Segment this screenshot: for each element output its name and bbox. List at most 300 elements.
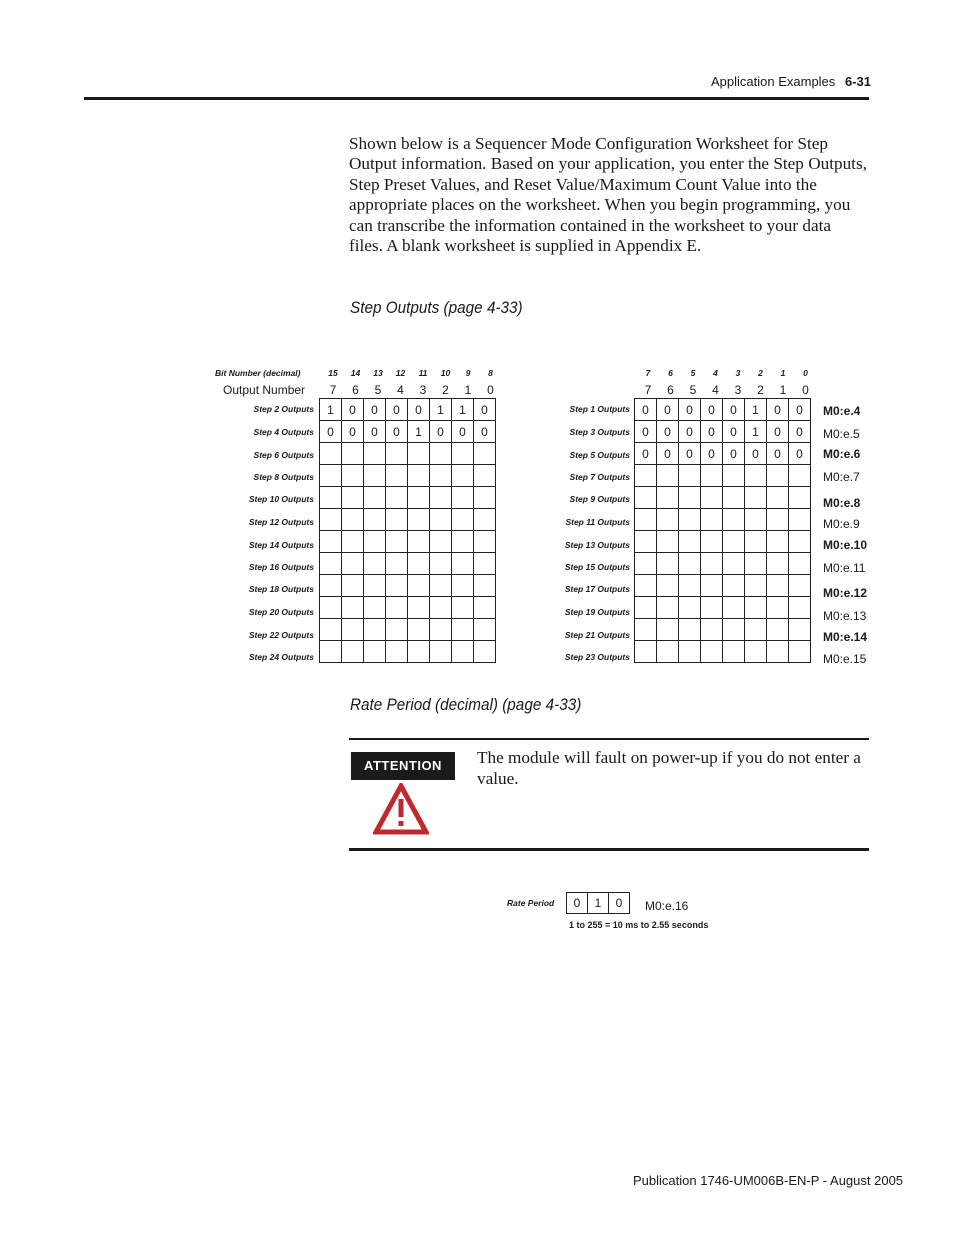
- bit-cell: [723, 553, 745, 575]
- bit-cell: [745, 597, 767, 619]
- right-row-labels: [520, 398, 630, 670]
- bit-cell: [701, 465, 723, 487]
- bit-cell: [657, 509, 679, 531]
- step-row-label: Step 7 Outputs: [569, 472, 630, 482]
- bit-cell: [320, 531, 342, 553]
- rate-digit-cell: 0: [609, 893, 630, 914]
- bit-cell: [679, 619, 701, 641]
- bit-cell: 0: [679, 399, 701, 421]
- bit-cell: [320, 553, 342, 575]
- step-row-label: Step 20 Outputs: [248, 607, 314, 617]
- bit-cell: [342, 509, 364, 531]
- bit-cell: [657, 641, 679, 663]
- bit-cell: [657, 597, 679, 619]
- bit-cell: [386, 619, 408, 641]
- bit-cell: [386, 531, 408, 553]
- bit-cell: [679, 641, 701, 663]
- bit-number: 1: [780, 368, 786, 378]
- bit-number: 11: [418, 368, 428, 378]
- bit-cell: [767, 619, 789, 641]
- bit-cell: [767, 641, 789, 663]
- bit-cell: [635, 531, 657, 553]
- bit-cell: [386, 597, 408, 619]
- bit-cell: [723, 531, 745, 553]
- bit-cell: [408, 487, 430, 509]
- step-row-label: Step 2 Outputs: [253, 404, 314, 414]
- output-number: 1: [464, 383, 472, 397]
- memory-address: M0:e.4: [823, 404, 861, 418]
- bit-number: 6: [668, 368, 673, 378]
- bit-cell: [408, 597, 430, 619]
- bit-cell: [789, 509, 811, 531]
- bit-cell: [408, 553, 430, 575]
- bit-cell: [320, 575, 342, 597]
- bit-cell: [679, 531, 701, 553]
- bit-cell: [701, 531, 723, 553]
- bit-cell: [364, 509, 386, 531]
- page-number: 6-31: [845, 74, 872, 89]
- bit-cell: 0: [657, 399, 679, 421]
- bit-cell: [701, 619, 723, 641]
- bit-cell: [430, 487, 452, 509]
- bit-cell: [474, 575, 496, 597]
- bit-cell: 0: [342, 399, 364, 421]
- bit-number: 8: [488, 368, 493, 378]
- rate-period-address: M0:e.16: [645, 899, 689, 913]
- bit-cell: [452, 553, 474, 575]
- worksheet-row: [320, 619, 496, 641]
- bit-cell: [474, 509, 496, 531]
- bit-cell: [657, 619, 679, 641]
- memory-address: M0:e.13: [823, 609, 867, 623]
- output-number: 2: [442, 383, 449, 397]
- bit-cell: [342, 443, 364, 465]
- bit-cell: 0: [657, 443, 679, 465]
- bit-cell: [635, 575, 657, 597]
- bit-cell: 0: [745, 443, 767, 465]
- step-row-label: Step 19 Outputs: [564, 607, 630, 617]
- bit-cell: [364, 531, 386, 553]
- bit-cell: [679, 465, 701, 487]
- bit-cell: [767, 509, 789, 531]
- bit-cell: [430, 531, 452, 553]
- bit-cell: [386, 641, 408, 663]
- bit-cell: [679, 597, 701, 619]
- bit-cell: [635, 509, 657, 531]
- bit-number: 10: [440, 368, 451, 378]
- bit-cell: 0: [635, 421, 657, 443]
- output-number: 2: [757, 383, 764, 397]
- step-row-label: Step 3 Outputs: [569, 427, 630, 437]
- right-output-numbers: [637, 383, 817, 397]
- bit-cell: [679, 509, 701, 531]
- bit-cell: [320, 443, 342, 465]
- worksheet-row: [635, 597, 811, 619]
- left-output-numbers: [322, 383, 502, 397]
- bit-number: 7: [645, 368, 651, 378]
- bit-cell: [701, 575, 723, 597]
- bit-number: 13: [373, 368, 383, 378]
- bit-cell: [635, 465, 657, 487]
- bit-cell: 0: [408, 399, 430, 421]
- bit-cell: [408, 465, 430, 487]
- bit-cell: [452, 575, 474, 597]
- bit-cell: 0: [767, 399, 789, 421]
- bit-cell: [452, 509, 474, 531]
- bit-cell: [430, 509, 452, 531]
- output-number: 4: [397, 383, 404, 397]
- bit-cell: [452, 465, 474, 487]
- bit-cell: 0: [635, 443, 657, 465]
- worksheet-row: [635, 487, 811, 509]
- bit-number: 12: [395, 368, 406, 378]
- bit-cell: [408, 443, 430, 465]
- bit-cell: [364, 597, 386, 619]
- bit-cell: [657, 553, 679, 575]
- worksheet-row: [320, 465, 496, 487]
- bit-cell: [452, 641, 474, 663]
- bit-cell: [408, 641, 430, 663]
- bit-cell: [723, 641, 745, 663]
- bit-cell: [342, 575, 364, 597]
- bit-cell: 0: [657, 421, 679, 443]
- output-number: 4: [712, 383, 719, 397]
- bit-cell: [364, 575, 386, 597]
- step-row-label: Step 6 Outputs: [253, 450, 314, 460]
- step-row-label: Step 8 Outputs: [253, 472, 314, 482]
- bit-cell: [789, 575, 811, 597]
- step-row-label: Step 1 Outputs: [569, 404, 630, 414]
- bit-cell: [364, 487, 386, 509]
- bit-cell: [701, 509, 723, 531]
- bit-cell: [745, 487, 767, 509]
- worksheet-row: [320, 421, 496, 443]
- bit-cell: [679, 575, 701, 597]
- bit-cell: [320, 641, 342, 663]
- bit-cell: 1: [408, 421, 430, 443]
- bit-cell: 0: [679, 443, 701, 465]
- worksheet-row: [320, 509, 496, 531]
- bit-cell: [657, 465, 679, 487]
- bit-cell: [342, 597, 364, 619]
- bit-cell: [386, 443, 408, 465]
- bit-cell: 1: [430, 399, 452, 421]
- bit-cell: [430, 575, 452, 597]
- right-addresses: [823, 398, 883, 670]
- bit-cell: 0: [789, 399, 811, 421]
- bit-cell: [364, 443, 386, 465]
- output-number: 0: [487, 383, 494, 397]
- step-row-label: Step 17 Outputs: [564, 584, 630, 594]
- bit-cell: [386, 509, 408, 531]
- bit-cell: [474, 619, 496, 641]
- bit-cell: [430, 443, 452, 465]
- bit-cell: [635, 553, 657, 575]
- bit-cell: [452, 531, 474, 553]
- bit-cell: [745, 641, 767, 663]
- right-bit-numbers: [637, 368, 817, 380]
- worksheet-row: [635, 641, 811, 663]
- bit-cell: [789, 641, 811, 663]
- worksheet-row: [320, 641, 496, 663]
- bit-cell: [342, 465, 364, 487]
- bit-cell: 0: [342, 421, 364, 443]
- bit-cell: [364, 465, 386, 487]
- bit-cell: [320, 597, 342, 619]
- bit-cell: 1: [452, 399, 474, 421]
- output-number: 7: [644, 383, 652, 397]
- step-row-label: Step 9 Outputs: [569, 494, 630, 504]
- bit-cell: [320, 619, 342, 641]
- worksheet-row: [320, 553, 496, 575]
- bit-cell: [635, 597, 657, 619]
- worksheet-row: [635, 509, 811, 531]
- bit-cell: [635, 619, 657, 641]
- worksheet-row: [320, 531, 496, 553]
- bit-cell: 0: [767, 443, 789, 465]
- output-number: 3: [734, 383, 742, 397]
- bit-cell: 0: [701, 443, 723, 465]
- worksheet-row: [320, 575, 496, 597]
- output-number: 3: [419, 383, 427, 397]
- rate-digit-cell: 0: [567, 893, 588, 914]
- bit-cell: [723, 619, 745, 641]
- bit-cell: [364, 641, 386, 663]
- bit-cell: [452, 597, 474, 619]
- step-row-label: Step 18 Outputs: [248, 584, 314, 594]
- bit-cell: [386, 487, 408, 509]
- bit-cell: 0: [789, 443, 811, 465]
- bit-cell: 0: [364, 399, 386, 421]
- bit-cell: 0: [635, 399, 657, 421]
- rate-period-grid: [566, 892, 630, 914]
- worksheet-row: [635, 465, 811, 487]
- bit-cell: [789, 553, 811, 575]
- bit-cell: [386, 465, 408, 487]
- bit-cell: 0: [767, 421, 789, 443]
- bit-cell: [723, 575, 745, 597]
- memory-address: M0:e.6: [823, 447, 861, 461]
- step-row-label: Step 11 Outputs: [565, 517, 630, 527]
- bit-cell: 0: [723, 443, 745, 465]
- running-header-section: Application Examples: [711, 74, 836, 89]
- step-row-label: Step 24 Outputs: [248, 652, 314, 662]
- step-row-label: Step 12 Outputs: [248, 517, 314, 527]
- worksheet-row: [635, 399, 811, 421]
- memory-address: M0:e.9: [823, 517, 860, 531]
- rate-period-note: 1 to 255 = 10 ms to 2.55 seconds: [569, 920, 709, 930]
- memory-address: M0:e.5: [823, 427, 860, 441]
- worksheet-row: [320, 597, 496, 619]
- bit-cell: [789, 597, 811, 619]
- bit-cell: [701, 553, 723, 575]
- worksheet-row: [635, 443, 811, 465]
- bit-cell: 1: [745, 421, 767, 443]
- bit-cell: [657, 575, 679, 597]
- bit-cell: [745, 509, 767, 531]
- bit-cell: [723, 465, 745, 487]
- bit-cell: [723, 509, 745, 531]
- bit-number: 14: [350, 368, 361, 378]
- step-outputs-heading: Step Outputs (page 4-33): [350, 298, 523, 317]
- step-row-label: Step 22 Outputs: [248, 630, 314, 640]
- bit-cell: [657, 487, 679, 509]
- memory-address: M0:e.7: [823, 470, 860, 484]
- output-number: 5: [689, 383, 697, 397]
- step-row-label: Step 5 Outputs: [569, 450, 630, 460]
- bit-cell: [430, 619, 452, 641]
- memory-address: M0:e.11: [823, 561, 866, 575]
- bit-cell: [701, 641, 723, 663]
- step-row-label: Step 23 Outputs: [564, 652, 630, 662]
- bit-cell: [430, 641, 452, 663]
- bit-cell: [452, 487, 474, 509]
- bit-number: 9: [465, 368, 471, 378]
- bit-cell: [474, 443, 496, 465]
- bit-cell: [767, 465, 789, 487]
- bit-cell: 0: [386, 421, 408, 443]
- bit-cell: 0: [320, 421, 342, 443]
- bit-cell: 0: [430, 421, 452, 443]
- rate-period-heading: Rate Period (decimal) (page 4-33): [350, 695, 582, 714]
- publication-footer: Publication 1746-UM006B-EN-P - August 2005: [633, 1173, 904, 1188]
- output-number: 7: [329, 383, 337, 397]
- step-row-label: Step 14 Outputs: [248, 540, 314, 550]
- bit-cell: [789, 465, 811, 487]
- bit-cell: [408, 619, 430, 641]
- bit-cell: [474, 465, 496, 487]
- memory-address: M0:e.15: [823, 652, 867, 666]
- step-row-label: Step 4 Outputs: [253, 427, 314, 437]
- attention-top-rule: [349, 738, 869, 740]
- bit-number-label: Bit Number (decimal): [215, 368, 301, 378]
- bit-cell: [789, 619, 811, 641]
- bit-number: 4: [713, 368, 718, 378]
- bit-cell: [474, 641, 496, 663]
- bit-cell: 0: [452, 421, 474, 443]
- step-row-label: Step 21 Outputs: [564, 630, 630, 640]
- warning-triangle-icon: [373, 783, 429, 835]
- bit-number: 0: [803, 368, 808, 378]
- bit-cell: 0: [789, 421, 811, 443]
- bit-cell: 0: [701, 399, 723, 421]
- attention-text: The module will fault on power-up if you do not enter a value.: [477, 748, 861, 788]
- bit-number: 3: [735, 368, 741, 378]
- bit-cell: [789, 531, 811, 553]
- worksheet-row: [635, 553, 811, 575]
- bit-cell: [635, 641, 657, 663]
- bit-cell: [745, 575, 767, 597]
- rate-digit-cell: 1: [588, 893, 609, 914]
- bit-cell: 0: [386, 399, 408, 421]
- left-row-labels: [200, 398, 314, 670]
- bit-cell: [745, 531, 767, 553]
- step-row-label: Step 13 Outputs: [564, 540, 630, 550]
- worksheet-row: [320, 443, 496, 465]
- bit-cell: 0: [723, 399, 745, 421]
- attention-badge: ATTENTION: [351, 752, 455, 780]
- output-number: 0: [802, 383, 809, 397]
- step-row-label: Step 15 Outputs: [564, 562, 630, 572]
- memory-address: M0:e.14: [823, 630, 868, 644]
- bit-cell: [679, 487, 701, 509]
- output-number: 6: [667, 383, 674, 397]
- bit-cell: [701, 597, 723, 619]
- bit-cell: [474, 487, 496, 509]
- worksheet-row: [320, 399, 496, 421]
- bit-cell: 1: [320, 399, 342, 421]
- bit-cell: [745, 465, 767, 487]
- bit-cell: [789, 487, 811, 509]
- output-number: 5: [374, 383, 382, 397]
- header-rule: [84, 97, 869, 100]
- bit-cell: [320, 509, 342, 531]
- bit-cell: [342, 487, 364, 509]
- bit-cell: 1: [745, 399, 767, 421]
- bit-cell: [767, 531, 789, 553]
- bit-cell: [364, 553, 386, 575]
- bit-cell: 0: [474, 399, 496, 421]
- bit-cell: 0: [723, 421, 745, 443]
- attention-bottom-rule: [349, 848, 869, 851]
- bit-cell: 0: [679, 421, 701, 443]
- bit-cell: [745, 619, 767, 641]
- bit-cell: 0: [364, 421, 386, 443]
- memory-address: M0:e.10: [823, 538, 868, 552]
- right-step-grid: [634, 398, 811, 663]
- worksheet-row: [635, 421, 811, 443]
- step-row-label: Step 16 Outputs: [248, 562, 314, 572]
- bit-cell: [723, 597, 745, 619]
- bit-cell: [657, 531, 679, 553]
- bit-cell: [474, 597, 496, 619]
- bit-number: 5: [690, 368, 696, 378]
- bit-cell: [452, 619, 474, 641]
- bit-cell: [408, 531, 430, 553]
- bit-cell: [767, 575, 789, 597]
- bit-cell: [452, 443, 474, 465]
- bit-cell: [745, 553, 767, 575]
- bit-cell: 0: [474, 421, 496, 443]
- output-number-label: Output Number: [223, 383, 306, 397]
- bit-cell: [430, 465, 452, 487]
- bit-cell: [342, 619, 364, 641]
- bit-cell: [767, 597, 789, 619]
- intro-paragraph: Shown below is a Sequencer Mode Configuration Worksheet for Step Output information. Based on your application, you enter the Step Outputs, Step Preset Values, and Reset Value/Maximum Count Value into the appropriate places on the worksheet. When you begin programming, you can transcribe the information contained in the worksheet to your data files. A blank worksheet is supplied in Appendix E.: [349, 134, 867, 256]
- worksheet-row: [635, 531, 811, 553]
- bit-cell: [430, 597, 452, 619]
- bit-cell: [474, 553, 496, 575]
- bit-cell: [342, 553, 364, 575]
- step-row-label: Step 10 Outputs: [248, 494, 314, 504]
- bit-cell: [767, 553, 789, 575]
- output-number: 6: [352, 383, 359, 397]
- bit-cell: [364, 619, 386, 641]
- left-step-grid: [319, 398, 496, 663]
- bit-cell: 0: [701, 421, 723, 443]
- memory-address: M0:e.12: [823, 586, 868, 600]
- bit-cell: [386, 553, 408, 575]
- worksheet-row: [635, 619, 811, 641]
- output-number: 1: [779, 383, 787, 397]
- left-bit-numbers: [322, 368, 502, 380]
- memory-address: M0:e.8: [823, 496, 861, 510]
- bit-number: 15: [328, 368, 338, 378]
- bit-cell: [320, 487, 342, 509]
- bit-cell: [701, 487, 723, 509]
- bit-cell: [679, 553, 701, 575]
- bit-cell: [342, 531, 364, 553]
